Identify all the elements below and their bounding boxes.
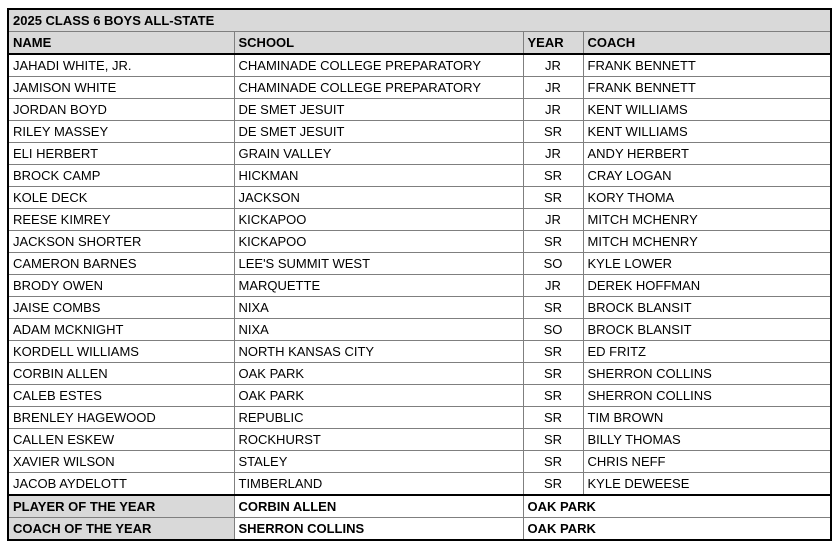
cell-name: BRENLEY HAGEWOOD [8, 407, 234, 429]
award-row [8, 495, 831, 518]
cell-year: SR [523, 407, 583, 429]
cell-coach: SHERRON COLLINS [583, 385, 831, 407]
table-row [8, 209, 831, 231]
table-row [8, 165, 831, 187]
table-row [8, 143, 831, 165]
cell-name: JAMISON WHITE [8, 77, 234, 99]
cell-coach: BROCK BLANSIT [583, 297, 831, 319]
column-header-year: YEAR [523, 32, 583, 55]
cell-coach: SHERRON COLLINS [583, 363, 831, 385]
cell-school: KICKAPOO [234, 231, 523, 253]
cell-name: CALLEN ESKEW [8, 429, 234, 451]
award-school: OAK PARK [523, 518, 831, 541]
cell-school: DE SMET JESUIT [234, 121, 523, 143]
cell-name: RILEY MASSEY [8, 121, 234, 143]
cell-year: JR [523, 209, 583, 231]
cell-coach: TIM BROWN [583, 407, 831, 429]
cell-coach: FRANK BENNETT [583, 54, 831, 77]
table-row [8, 77, 831, 99]
cell-coach: KYLE LOWER [583, 253, 831, 275]
cell-school: GRAIN VALLEY [234, 143, 523, 165]
cell-coach: BILLY THOMAS [583, 429, 831, 451]
cell-school: JACKSON [234, 187, 523, 209]
awards-section [8, 495, 831, 540]
cell-coach: ANDY HERBERT [583, 143, 831, 165]
award-person: CORBIN ALLEN [234, 495, 523, 518]
cell-name: JAHADI WHITE, JR. [8, 54, 234, 77]
cell-year: JR [523, 99, 583, 121]
table-row [8, 385, 831, 407]
cell-year: SR [523, 121, 583, 143]
table-row [8, 341, 831, 363]
cell-school: MARQUETTE [234, 275, 523, 297]
cell-year: SR [523, 385, 583, 407]
cell-coach: KYLE DEWEESE [583, 473, 831, 496]
cell-coach: KORY THOMA [583, 187, 831, 209]
cell-coach: BROCK BLANSIT [583, 319, 831, 341]
cell-school: CHAMINADE COLLEGE PREPARATORY [234, 54, 523, 77]
cell-coach: ED FRITZ [583, 341, 831, 363]
cell-year: SR [523, 429, 583, 451]
cell-coach: MITCH MCHENRY [583, 231, 831, 253]
cell-year: SR [523, 165, 583, 187]
cell-year: SR [523, 363, 583, 385]
cell-school: OAK PARK [234, 363, 523, 385]
cell-name: REESE KIMREY [8, 209, 234, 231]
cell-name: JORDAN BOYD [8, 99, 234, 121]
table-row [8, 275, 831, 297]
cell-school: NORTH KANSAS CITY [234, 341, 523, 363]
cell-year: JR [523, 77, 583, 99]
cell-name: JACOB AYDELOTT [8, 473, 234, 496]
table-row [8, 54, 831, 77]
table-row [8, 319, 831, 341]
cell-year: SR [523, 231, 583, 253]
cell-coach: KENT WILLIAMS [583, 99, 831, 121]
cell-name: CORBIN ALLEN [8, 363, 234, 385]
table-row [8, 429, 831, 451]
cell-coach: DEREK HOFFMAN [583, 275, 831, 297]
cell-year: JR [523, 275, 583, 297]
cell-year: SR [523, 187, 583, 209]
column-header-school: SCHOOL [234, 32, 523, 55]
cell-name: BROCK CAMP [8, 165, 234, 187]
cell-coach: KENT WILLIAMS [583, 121, 831, 143]
cell-school: STALEY [234, 451, 523, 473]
table-row [8, 407, 831, 429]
table-row [8, 473, 831, 496]
cell-year: SR [523, 451, 583, 473]
cell-year: SR [523, 297, 583, 319]
cell-year: SR [523, 341, 583, 363]
cell-school: LEE'S SUMMIT WEST [234, 253, 523, 275]
cell-coach: FRANK BENNETT [583, 77, 831, 99]
cell-name: KOLE DECK [8, 187, 234, 209]
cell-name: XAVIER WILSON [8, 451, 234, 473]
cell-school: DE SMET JESUIT [234, 99, 523, 121]
cell-school: CHAMINADE COLLEGE PREPARATORY [234, 77, 523, 99]
cell-name: CALEB ESTES [8, 385, 234, 407]
table-row [8, 99, 831, 121]
table-row [8, 231, 831, 253]
cell-name: KORDELL WILLIAMS [8, 341, 234, 363]
cell-year: JR [523, 143, 583, 165]
table-row [8, 253, 831, 275]
cell-coach: CHRIS NEFF [583, 451, 831, 473]
column-header-name: NAME [8, 32, 234, 55]
header-row [8, 32, 831, 55]
table-title: 2025 CLASS 6 BOYS ALL-STATE [8, 9, 831, 32]
table-row [8, 451, 831, 473]
cell-name: JACKSON SHORTER [8, 231, 234, 253]
cell-year: SO [523, 253, 583, 275]
cell-school: OAK PARK [234, 385, 523, 407]
cell-school: REPUBLIC [234, 407, 523, 429]
cell-school: ROCKHURST [234, 429, 523, 451]
table-row [8, 363, 831, 385]
cell-school: TIMBERLAND [234, 473, 523, 496]
cell-name: ADAM MCKNIGHT [8, 319, 234, 341]
cell-name: CAMERON BARNES [8, 253, 234, 275]
table-body [8, 54, 831, 495]
cell-school: HICKMAN [234, 165, 523, 187]
table-row [8, 121, 831, 143]
cell-name: ELI HERBERT [8, 143, 234, 165]
column-header-coach: COACH [583, 32, 831, 55]
table-row [8, 187, 831, 209]
award-row [8, 518, 831, 541]
award-label: PLAYER OF THE YEAR [8, 495, 234, 518]
cell-school: KICKAPOO [234, 209, 523, 231]
cell-year: SR [523, 473, 583, 496]
cell-year: JR [523, 54, 583, 77]
all-state-table [7, 8, 832, 541]
table-row [8, 297, 831, 319]
cell-school: NIXA [234, 319, 523, 341]
award-school: OAK PARK [523, 495, 831, 518]
title-row [8, 9, 831, 32]
award-person: SHERRON COLLINS [234, 518, 523, 541]
cell-name: JAISE COMBS [8, 297, 234, 319]
cell-year: SO [523, 319, 583, 341]
cell-coach: CRAY LOGAN [583, 165, 831, 187]
award-label: COACH OF THE YEAR [8, 518, 234, 541]
cell-name: BRODY OWEN [8, 275, 234, 297]
cell-school: NIXA [234, 297, 523, 319]
cell-coach: MITCH MCHENRY [583, 209, 831, 231]
